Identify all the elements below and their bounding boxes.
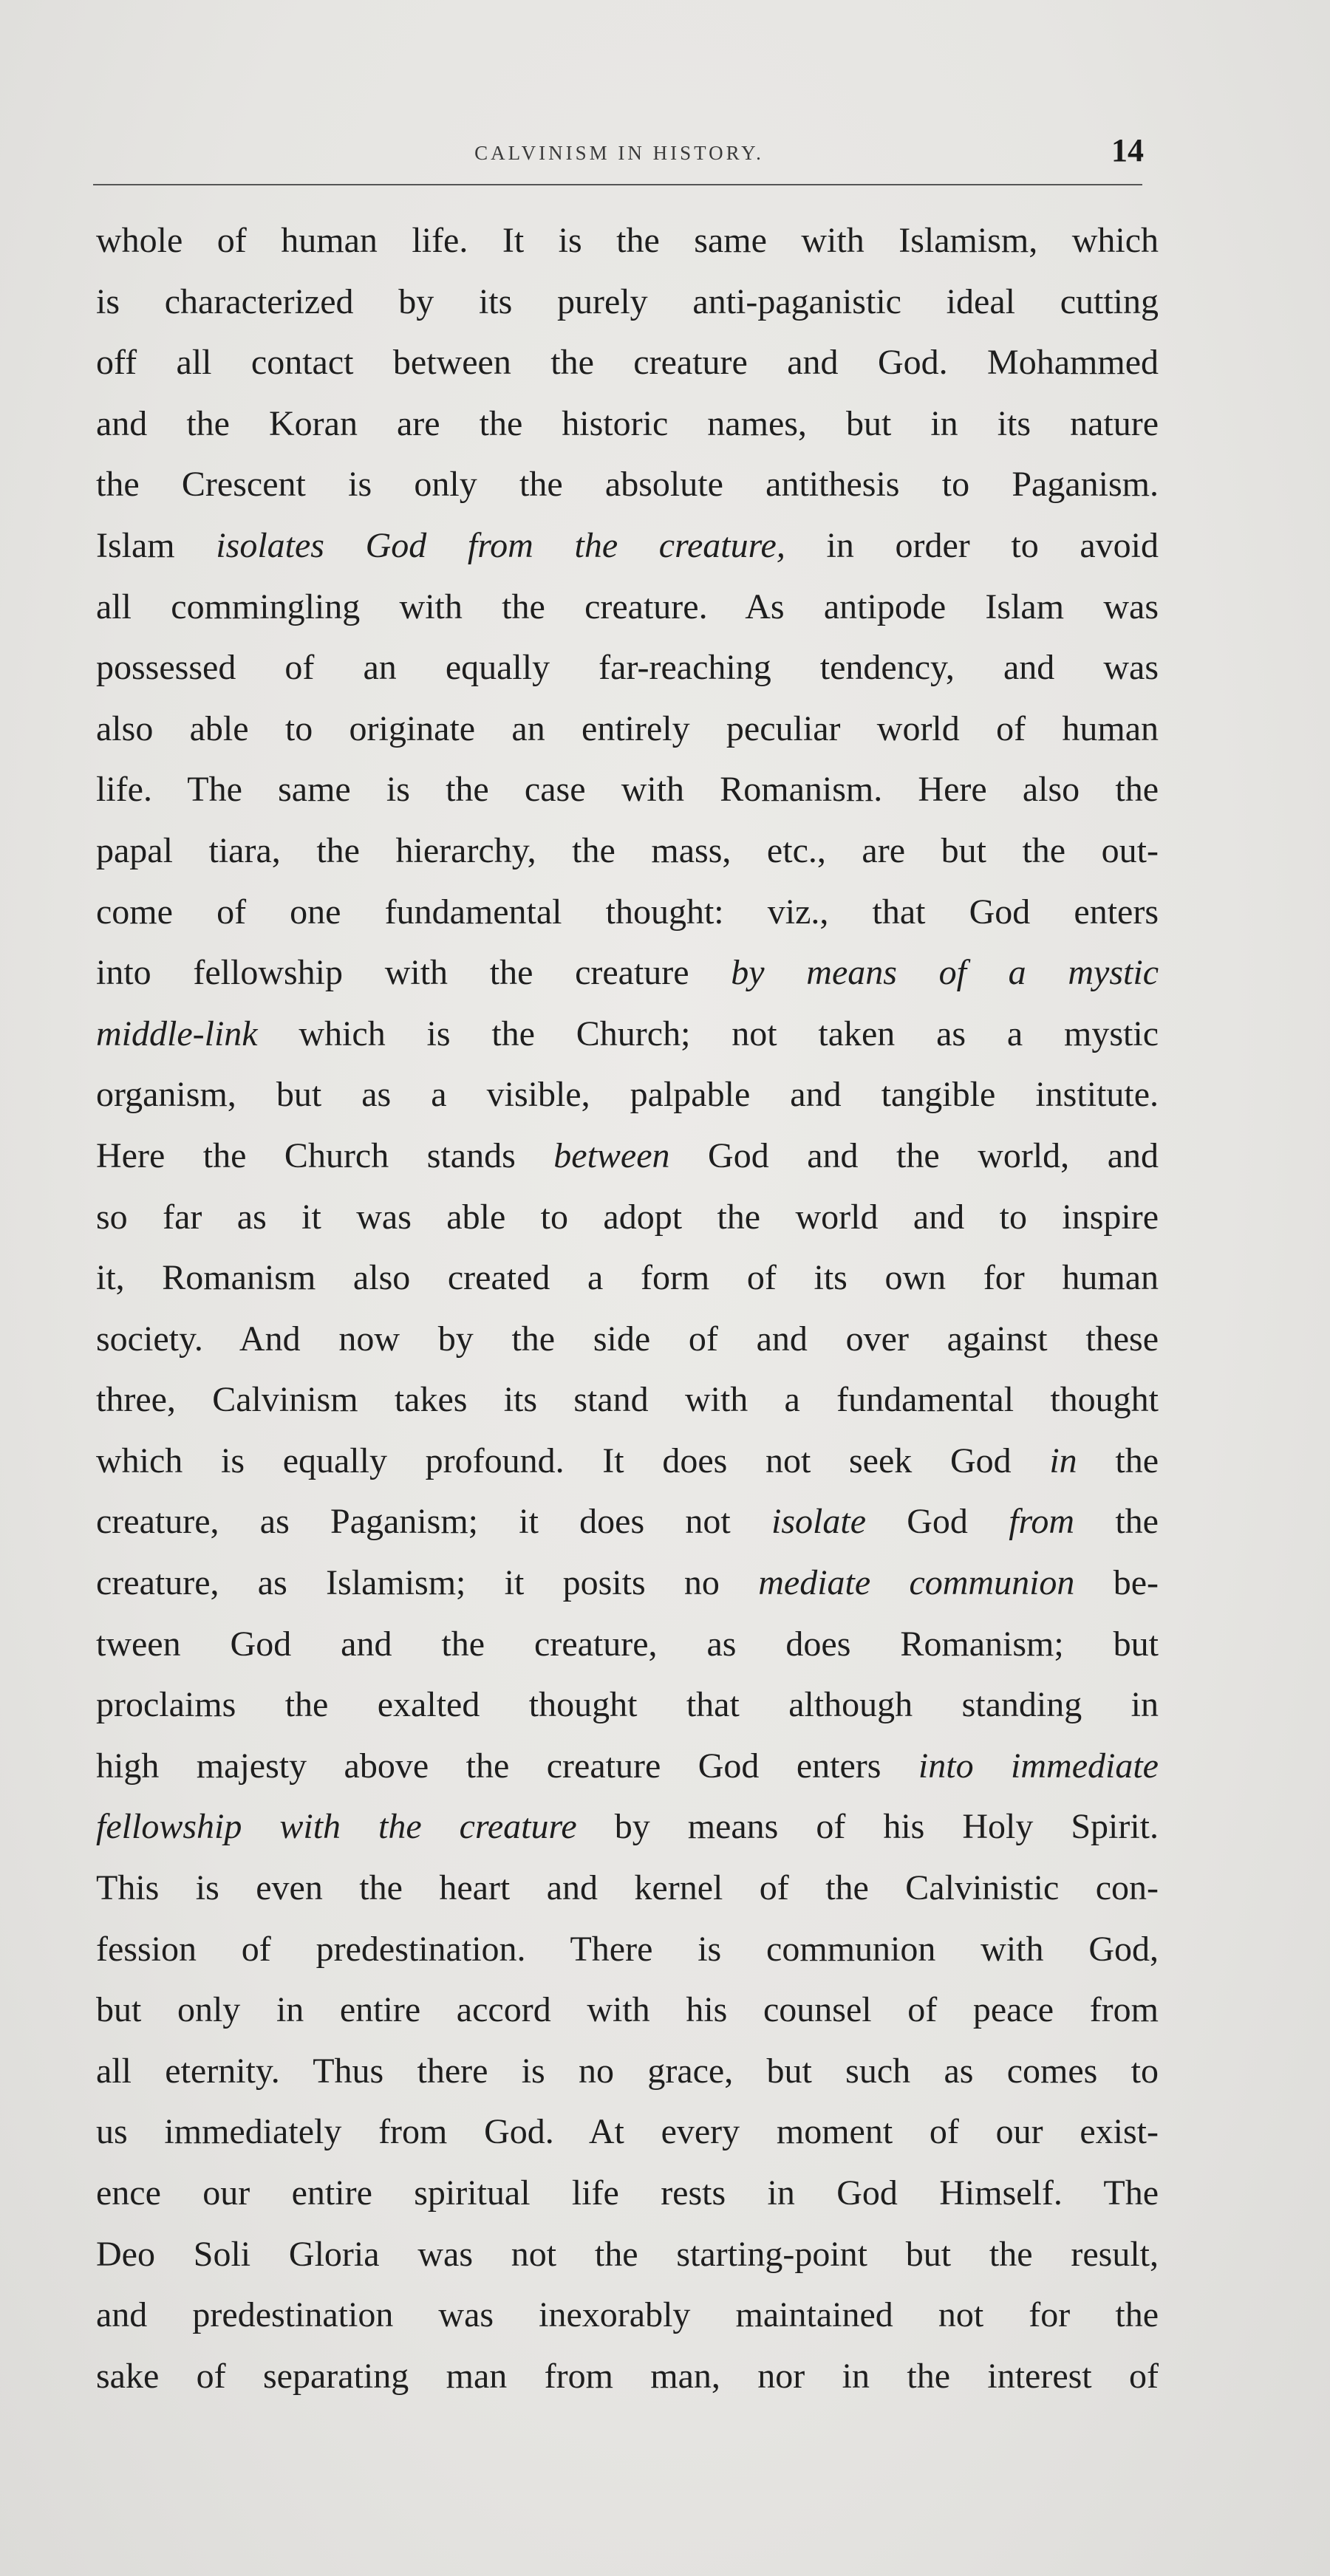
text-run: three, Calvinism takes its stand with a fundamental thought bbox=[96, 1380, 1159, 1420]
page-number: 14 bbox=[1111, 132, 1144, 168]
text-line bbox=[96, 1248, 1159, 1309]
text-run: into fellowship with the creature bbox=[96, 953, 732, 993]
text-run: organism, but as a visible, palpable and tangible institute. bbox=[96, 1075, 1159, 1115]
text-run: in order to avoid bbox=[785, 525, 1159, 565]
text-run: Deo Soli Gloria was not the starting-point but the result, bbox=[96, 2234, 1159, 2274]
italic-text: into immediate bbox=[918, 1746, 1159, 1786]
body-text bbox=[96, 211, 1159, 2407]
text-line bbox=[96, 1675, 1159, 1736]
text-line bbox=[96, 821, 1159, 882]
text-run: proclaims the exalted thought that although standing in bbox=[96, 1685, 1159, 1725]
text-run: come of one fundamental thought: viz., that God enters bbox=[96, 892, 1159, 932]
text-line bbox=[96, 1919, 1159, 1981]
text-run: all eternity. Thus there is no grace, but such as comes to bbox=[96, 2051, 1159, 2091]
text-line bbox=[96, 882, 1159, 943]
text-run: it, Romanism also created a form of its own for human bbox=[96, 1258, 1159, 1298]
text-run: papal tiara, the hierarchy, the mass, etc., are but the out- bbox=[96, 830, 1159, 870]
text-run: fession of predestination. There is communion with God, bbox=[96, 1929, 1159, 1969]
text-run: but only in entire accord with his counsel of peace from bbox=[96, 1990, 1159, 2030]
text-run: the bbox=[1074, 1502, 1159, 1542]
text-run: so far as it was able to adopt the world and to inspire bbox=[96, 1197, 1159, 1237]
text-run: is characterized by its purely anti-paganistic ideal cutting bbox=[96, 281, 1159, 321]
text-line bbox=[96, 211, 1159, 272]
italic-text: middle-link bbox=[96, 1014, 258, 1053]
text-line bbox=[96, 699, 1159, 760]
text-line bbox=[96, 1126, 1159, 1187]
text-line bbox=[96, 1553, 1159, 1614]
text-run: Islam bbox=[96, 525, 216, 565]
text-run: and the Koran are the historic names, but in its nature bbox=[96, 403, 1159, 443]
text-line bbox=[96, 1858, 1159, 1919]
text-run: which is the Church; not taken as a mystic bbox=[257, 1014, 1159, 1053]
text-run: all commingling with the creature. As antipode Islam was bbox=[96, 587, 1159, 626]
text-line bbox=[96, 394, 1159, 455]
text-line bbox=[96, 2163, 1159, 2224]
text-run: This is even the heart and kernel of the Calvinistic con- bbox=[96, 1868, 1159, 1908]
text-run: off all contact between the creature and God. Mohammed bbox=[96, 343, 1159, 383]
text-run: by means of his Holy Spirit. bbox=[576, 1807, 1159, 1847]
text-line bbox=[96, 332, 1159, 394]
text-line bbox=[96, 1187, 1159, 1248]
text-run: whole of human life. It is the same with Islamism, which bbox=[96, 221, 1159, 260]
text-line bbox=[96, 2346, 1159, 2408]
text-run: life. The same is the case with Romanism. Here also the bbox=[96, 770, 1159, 810]
text-line bbox=[96, 1309, 1159, 1370]
text-line bbox=[96, 2102, 1159, 2163]
italic-text: from bbox=[1009, 1502, 1075, 1542]
text-run: society. And now by the side of and over against these bbox=[96, 1319, 1159, 1359]
text-line bbox=[96, 1431, 1159, 1492]
text-run: ence our entire spiritual life rests in God Himself. The bbox=[96, 2173, 1159, 2213]
text-line bbox=[96, 272, 1159, 333]
italic-text: by means of a mystic bbox=[731, 953, 1159, 993]
text-run: Here the Church stands bbox=[96, 1135, 554, 1175]
text-line bbox=[96, 759, 1159, 821]
text-run: also able to originate an entirely peculiar world of human bbox=[96, 708, 1159, 748]
text-line bbox=[96, 1492, 1159, 1553]
text-run: the bbox=[1077, 1441, 1159, 1480]
text-run: which is equally profound. It does not seek God bbox=[96, 1441, 1050, 1480]
running-head bbox=[95, 131, 1144, 183]
running-title: CALVINISM IN HISTORY. bbox=[474, 142, 764, 164]
text-line bbox=[96, 2285, 1159, 2346]
text-run: creature, as Islamism; it posits no bbox=[96, 1563, 759, 1603]
text-line bbox=[96, 1797, 1159, 1858]
text-run: God and the world, and bbox=[669, 1135, 1159, 1175]
italic-text: isolates God from the creature, bbox=[216, 525, 785, 565]
text-line bbox=[96, 943, 1159, 1004]
text-run: and predestination was inexorably maintained not for the bbox=[96, 2295, 1159, 2335]
text-line bbox=[96, 1004, 1159, 1065]
text-line bbox=[96, 577, 1159, 638]
text-run: creature, as Paganism; it does not bbox=[96, 1502, 772, 1542]
text-run: tween God and the creature, as does Romanism; but bbox=[96, 1624, 1159, 1664]
text-line bbox=[96, 638, 1159, 699]
text-line bbox=[96, 516, 1159, 577]
text-line bbox=[96, 1065, 1159, 1126]
text-run: sake of separating man from man, nor in the interest of bbox=[96, 2356, 1159, 2396]
italic-text: fellowship with the creature bbox=[96, 1807, 577, 1847]
text-run: God bbox=[866, 1502, 1009, 1542]
text-line bbox=[96, 1370, 1159, 1431]
text-line bbox=[96, 1614, 1159, 1675]
text-run: high majesty above the creature God enters bbox=[96, 1746, 918, 1786]
text-line bbox=[96, 2041, 1159, 2102]
text-run: be- bbox=[1074, 1563, 1159, 1603]
italic-text: in bbox=[1049, 1441, 1077, 1480]
text-line bbox=[96, 2224, 1159, 2286]
text-line bbox=[96, 1736, 1159, 1797]
italic-text: isolate bbox=[771, 1502, 867, 1542]
header-rule bbox=[93, 184, 1142, 185]
text-line bbox=[96, 454, 1159, 516]
text-run: us immediately from God. At every moment of our exist- bbox=[96, 2112, 1159, 2152]
italic-text: between bbox=[553, 1135, 670, 1175]
italic-text: mediate communion bbox=[758, 1563, 1075, 1603]
text-line bbox=[96, 1980, 1159, 2041]
text-run: the Crescent is only the absolute antithesis to Paganism. bbox=[96, 465, 1159, 505]
text-run: possessed of an equally far-reaching tendency, and was bbox=[96, 648, 1159, 688]
